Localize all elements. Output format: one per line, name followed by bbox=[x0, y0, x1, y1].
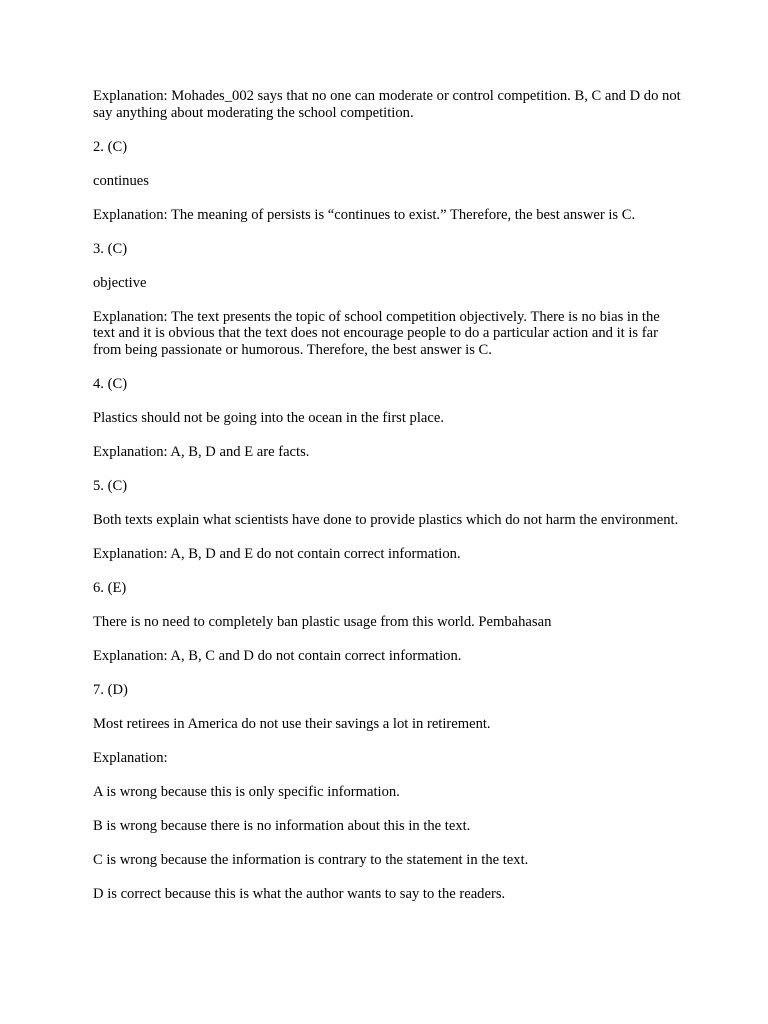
explanation-q7-b: B is wrong because there is no information about this in the text. bbox=[93, 817, 471, 834]
question-3-option-text: objective bbox=[93, 274, 147, 291]
question-2-option-text: continues bbox=[93, 172, 149, 189]
explanation-q3: Explanation: The text presents the topic of school competition objectively. There is no bias in the text and it is obvious that the text does not encourage people to do a particular action and it is far from being passionate or humorous. Therefore, the best answer is C. bbox=[93, 308, 660, 358]
question-5-answer: 5. (C) bbox=[93, 477, 128, 494]
question-6-answer: 6. (E) bbox=[93, 579, 127, 596]
question-4-answer: 4. (C) bbox=[93, 375, 128, 392]
explanation-q4: Explanation: A, B, D and E are facts. bbox=[93, 443, 310, 460]
explanation-q7-d: D is correct because this is what the author wants to say to the readers. bbox=[93, 885, 506, 902]
explanation-q7-c: C is wrong because the information is contrary to the statement in the text. bbox=[93, 851, 529, 868]
explanation-q7-heading: Explanation: bbox=[93, 749, 168, 766]
document-page bbox=[93, 88, 683, 920]
explanation-q1: Explanation: Mohades_002 says that no one can moderate or control competition. B, C and D do not say anything about moderating the school competition. bbox=[93, 88, 681, 121]
question-3-answer: 3. (C) bbox=[93, 240, 128, 257]
question-5-option-text: Both texts explain what scientists have done to provide plastics which do not harm the environment. bbox=[93, 511, 679, 528]
question-7-answer: 7. (D) bbox=[93, 681, 128, 698]
explanation-q7-a: A is wrong because this is only specific information. bbox=[93, 783, 400, 800]
question-7-option-text: Most retirees in America do not use their savings a lot in retirement. bbox=[93, 715, 491, 732]
question-2-answer: 2. (C) bbox=[93, 138, 128, 155]
explanation-q6: Explanation: A, B, C and D do not contain correct information. bbox=[93, 647, 462, 664]
question-4-option-text: Plastics should not be going into the ocean in the first place. bbox=[93, 409, 444, 426]
explanation-q2: Explanation: The meaning of persists is “continues to exist.” Therefore, the best answer is C. bbox=[93, 206, 636, 223]
question-6-option-text: There is no need to completely ban plastic usage from this world. Pembahasan bbox=[93, 613, 552, 630]
explanation-q5: Explanation: A, B, D and E do not contain correct information. bbox=[93, 545, 461, 562]
